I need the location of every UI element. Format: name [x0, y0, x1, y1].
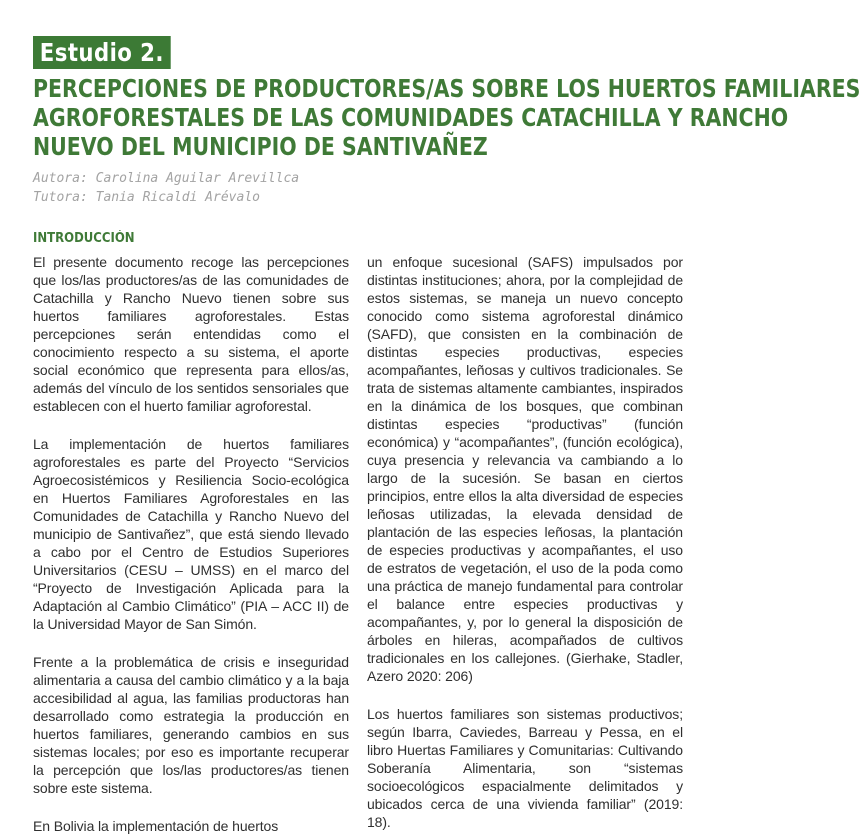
title-line: NUEVO DEL MUNICIPIO DE SANTIVAÑEZ — [33, 132, 488, 161]
author-credits — [33, 169, 299, 207]
paragraph: Los huertos familiares son sistemas productivos; según Ibarra, Caviedes, Barreau y Pessa, en el libro Huertas Familiares y Comunitarias: Cultivando Soberanía Alimentaria, son “sistemas socioecológicos espacialmente delimitados y ubicados cerca de una vivienda familiar” (2019: 18). — [367, 706, 683, 830]
page-title — [33, 74, 860, 161]
tutor-line: Tutora: Tania Ricaldi Arévalo — [33, 190, 260, 205]
left-column — [33, 253, 349, 835]
title-line: AGROFORESTALES DE LAS COMUNIDADES CATACHILLA Y RANCHO — [33, 103, 789, 132]
title-line: PERCEPCIONES DE PRODUCTORES/AS SOBRE LOS HUERTOS FAMILIARES — [33, 74, 860, 103]
paragraph: La implementación de huertos familiares agroforestales es parte del Proyecto “Servicios Agroecosistémicos y Resiliencia Socio-ecológica en Huertos Familiares Agroforestales en las Comunidades de Catachilla y Rancho Nuevo del municipio de Santivañez”, que está siendo llevado a cabo por el Centro de Estudios Superiores Universitarios (CESU – UMSS) en el marco del “Proyecto de Investigación Aplicada para la Adaptación al Cambio Climático” (PIA – ACC II) de la Universidad Mayor de San Simón. — [33, 436, 349, 632]
right-column — [367, 253, 683, 831]
study-label: Estudio 2. — [33, 36, 171, 69]
section-heading: INTRODUCCIÓN — [33, 231, 135, 246]
paragraph: El presente documento recoge las percepciones que los/las productores/as de las comunidades de Catachilla y Rancho Nuevo tienen sobre sus huertos familiares agroforestales. Estas percepciones serán entendidas como el conocimiento respecto a su sistema, el aporte social económico que representa para ellos/as, además del vínculo de los sentidos sensoriales que establecen con el huerto familiar agroforestal. — [33, 254, 349, 414]
paragraph: un enfoque sucesional (SAFS) impulsados por distintas instituciones; ahora, por la complejidad de estos sistemas, se maneja un nuevo concepto conocido como sistema agroforestal dinámico (SAFD), que consisten en la combinación de distintas especies productivas, especies acompañantes, leñosas y cultivos tradicionales. Se trata de sistemas altamente cambiantes, inspirados en la dinámica de los bosques, que combinan distintas especies “productivas” (función económica) y “acompañantes”, (función ecológica), cuya presencia y relevancia va cambiando a lo largo de la sucesión. Se basan en ciertos principios, entre ellos la alta diversidad de especies leñosas utilizadas, la elevada densidad de plantación de las especies leñosas, la plantación de especies productivas y acompañantes, el uso de estratos de vegetación, el uso de la poda como una práctica de manejo fundamental para controlar el balance entre especies productivas y acompañantes, y, por lo general la disposición de árboles en hileras, acompañados de cultivos tradicionales en los callejones. (Gierhake, Stadler, Azero 2020: 206) — [367, 254, 683, 684]
paragraph: En Bolivia la implementación de huertos — [33, 818, 279, 834]
author-line: Autora: Carolina Aguilar Arevillca — [33, 171, 300, 186]
paragraph: Frente a la problemática de crisis e inseguridad alimentaria a causa del cambio climático y a la baja accesibilidad al agua, las familias productoras han desarrollado como estrategia la producción en huertos familiares, generando cambios en sus sistemas locales; por eso es importante recuperar la percepción que los/las productores/as tienen sobre este sistema. — [33, 654, 349, 796]
